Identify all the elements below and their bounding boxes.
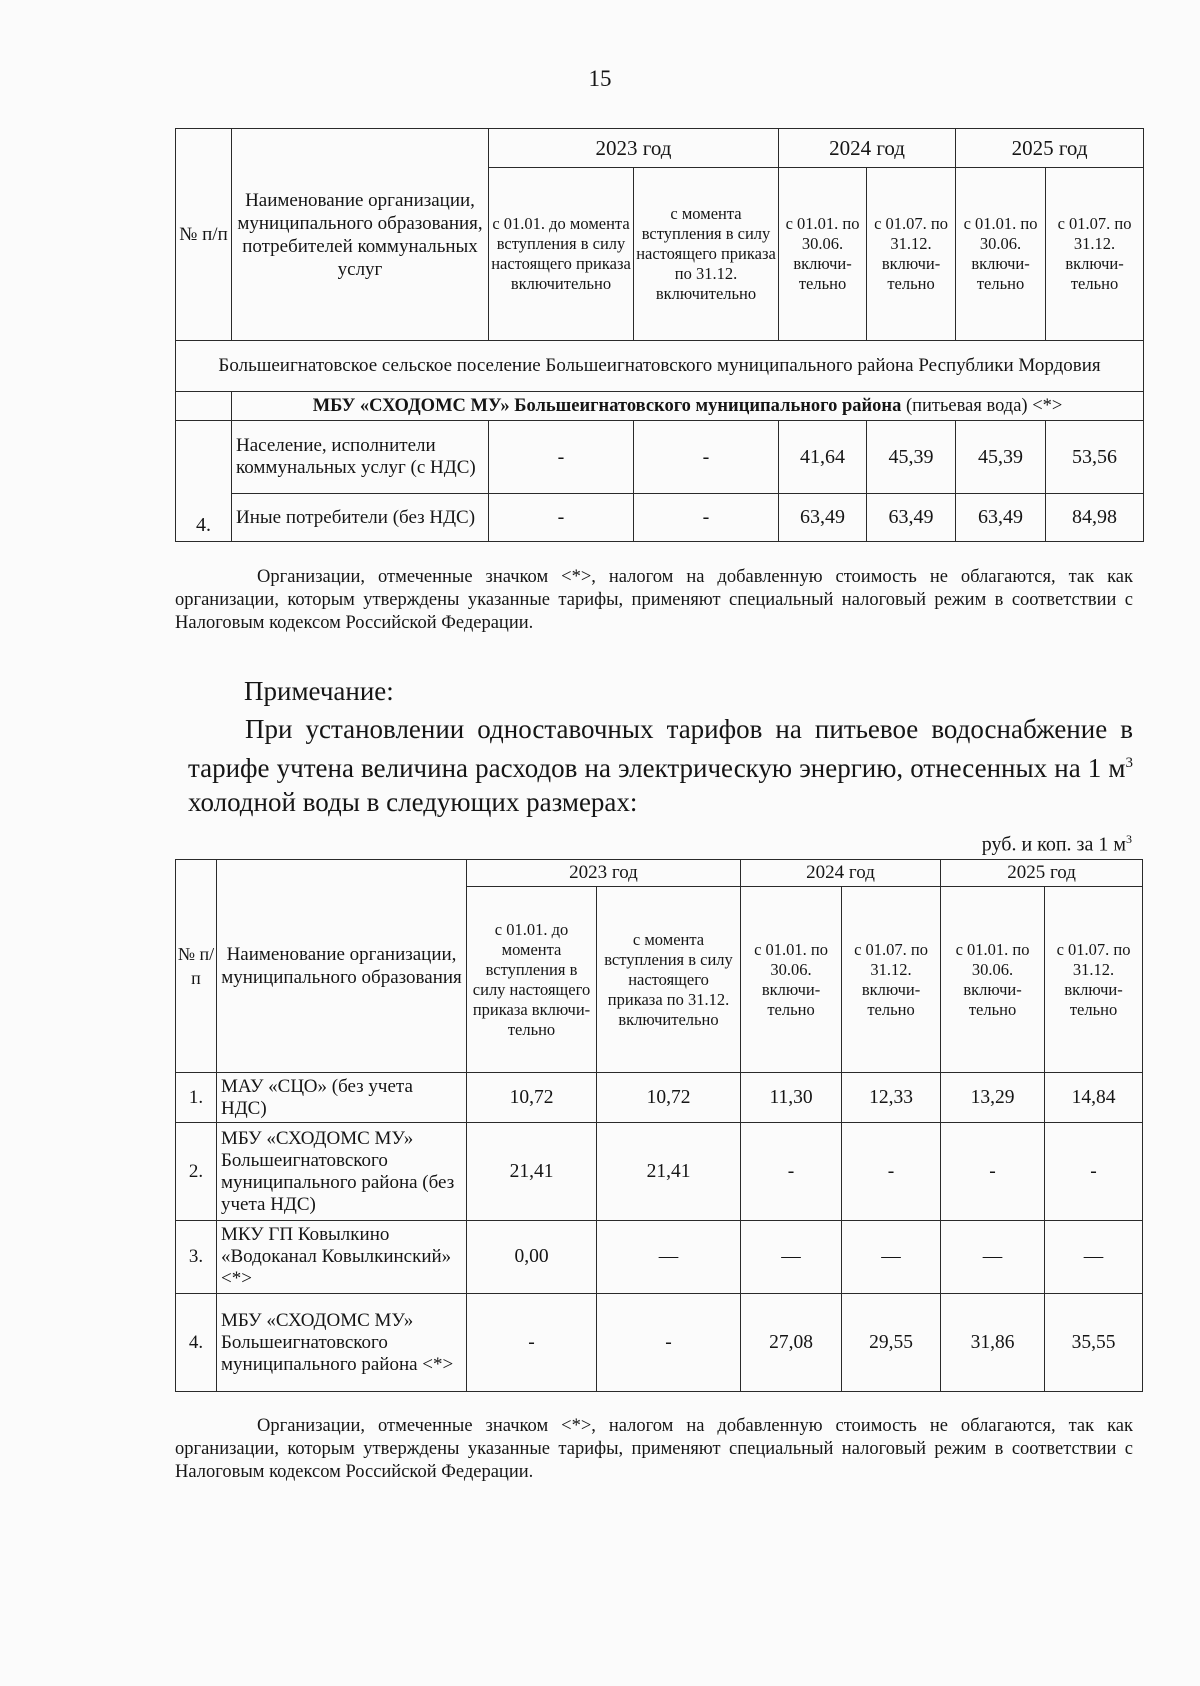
remark-text-end: холодной воды в следующих размерах: bbox=[188, 787, 638, 817]
cost-value: 27,08 bbox=[741, 1294, 842, 1392]
cost-value: 10,72 bbox=[467, 1073, 597, 1123]
column-header-name: Наименование организации, муниципального образования, потребителей коммунальных услуг bbox=[232, 129, 489, 341]
tariff-value: 53,56 bbox=[1046, 421, 1144, 494]
tariff-value: 45,39 bbox=[956, 421, 1046, 494]
column-header-name: Наименование организации, муниципального образования bbox=[217, 860, 467, 1073]
tariff-value: 41,64 bbox=[779, 421, 867, 494]
period-header: с 01.01. по 30.06. включи-тельно bbox=[741, 887, 842, 1073]
empty-cell bbox=[176, 392, 232, 421]
period-header: с 01.07. по 31.12. включи-тельно bbox=[867, 168, 956, 341]
cost-value: 29,55 bbox=[842, 1294, 941, 1392]
cost-value: - bbox=[741, 1123, 842, 1221]
row-number: 4. bbox=[176, 1294, 217, 1392]
organization-name: МБУ «СХОДОМС МУ» Большеигнатовского муниципального района (без учета НДС) bbox=[217, 1123, 467, 1221]
organization-name: МБУ «СХОДОМС МУ» Большеигнатовского муниципального района bbox=[312, 395, 902, 416]
table-row bbox=[176, 1123, 1143, 1221]
remark-text: При установлении одноставочных тарифов на питьевое водоснабжение в тарифе учтена величина расходов на электрическую энергию, отнесенных на 1 м bbox=[188, 714, 1133, 783]
row-number: 1. bbox=[176, 1073, 217, 1123]
tariff-value: - bbox=[489, 421, 634, 494]
year-header: 2025 год bbox=[956, 129, 1144, 168]
cost-value: 11,30 bbox=[741, 1073, 842, 1123]
vat-note-text: Организации, отмеченные значком <*>, налогом на добавленную стоимость не облагаются, так как организации, которым утверждены указанные тарифы, применяют специальный налоговый режим в соответствии с Налоговым кодексом Российской Федерации. bbox=[175, 567, 1133, 633]
units-label bbox=[920, 832, 1132, 857]
row-number: 3. bbox=[176, 1221, 217, 1294]
year-header: 2024 год bbox=[741, 860, 941, 887]
cost-value: - bbox=[597, 1294, 741, 1392]
column-header-number: № п/п bbox=[176, 129, 232, 341]
row-number: 4. bbox=[176, 421, 232, 542]
electricity-cost-table bbox=[175, 859, 1143, 1392]
period-header: с момента вступления в силу настоящего приказа по 31.12. включительно bbox=[634, 168, 779, 341]
period-header: с 01.01. по 30.06. включи-тельно bbox=[956, 168, 1046, 341]
cost-value: 10,72 bbox=[597, 1073, 741, 1123]
cost-value: — bbox=[1045, 1221, 1143, 1294]
cost-value: 21,41 bbox=[597, 1123, 741, 1221]
period-header: с 01.07. по 31.12. включи-тельно bbox=[842, 887, 941, 1073]
table-row bbox=[176, 1221, 1143, 1294]
units-superscript: 3 bbox=[1126, 832, 1132, 846]
vat-note bbox=[175, 566, 1133, 635]
tariff-value: 84,98 bbox=[1046, 494, 1144, 542]
consumer-name: Население, исполнители коммунальных услуг (с НДС) bbox=[232, 421, 489, 494]
cost-value: - bbox=[941, 1123, 1045, 1221]
period-header: с 01.01. до момента вступления в силу настоящего приказа включи-тельно bbox=[467, 887, 597, 1073]
units-text: руб. и коп. за 1 м bbox=[981, 833, 1126, 856]
cost-value: - bbox=[467, 1294, 597, 1392]
period-header: с 01.01. по 30.06. включи-тельно bbox=[779, 168, 867, 341]
organization-row bbox=[232, 392, 1144, 421]
tariff-value: - bbox=[489, 494, 634, 542]
cost-value: — bbox=[941, 1221, 1045, 1294]
period-header: с 01.01. по 30.06. включи-тельно bbox=[941, 887, 1045, 1073]
table-row bbox=[176, 1073, 1143, 1123]
cost-value: 31,86 bbox=[941, 1294, 1045, 1392]
table-row bbox=[176, 1294, 1143, 1392]
organization-name: МАУ «СЦО» (без учета НДС) bbox=[217, 1073, 467, 1123]
year-header: 2023 год bbox=[467, 860, 741, 887]
year-header: 2023 год bbox=[489, 129, 779, 168]
remark-paragraph bbox=[188, 712, 1133, 819]
remark-superscript: 3 bbox=[1125, 755, 1133, 771]
cost-value: 12,33 bbox=[842, 1073, 941, 1123]
tariff-value: 45,39 bbox=[867, 421, 956, 494]
cost-value: 21,41 bbox=[467, 1123, 597, 1221]
cost-value: 13,29 bbox=[941, 1073, 1045, 1123]
tariff-value: 63,49 bbox=[867, 494, 956, 542]
tariff-value: 63,49 bbox=[779, 494, 867, 542]
organization-name: МБУ «СХОДОМС МУ» Большеигнатовского муниципального района <*> bbox=[217, 1294, 467, 1392]
cost-value: — bbox=[741, 1221, 842, 1294]
cost-value: - bbox=[1045, 1123, 1143, 1221]
cost-value: 35,55 bbox=[1045, 1294, 1143, 1392]
year-header: 2024 год bbox=[779, 129, 956, 168]
cost-value: — bbox=[597, 1221, 741, 1294]
region-row: Большеигнатовское сельское поселение Большеигнатовского муниципального района Республики Мордовия bbox=[176, 341, 1144, 392]
tariff-table bbox=[175, 128, 1144, 542]
cost-value: — bbox=[842, 1221, 941, 1294]
vat-note-bottom bbox=[175, 1415, 1133, 1484]
page-number: 15 bbox=[588, 66, 612, 91]
cost-value: - bbox=[842, 1123, 941, 1221]
organization-name: МКУ ГП Ковылкино «Водоканал Ковылкинский» <*> bbox=[217, 1221, 467, 1294]
consumer-name: Иные потребители (без НДС) bbox=[232, 494, 489, 542]
year-header: 2025 год bbox=[941, 860, 1143, 887]
period-header: с 01.01. до момента вступления в силу настоящего приказа включительно bbox=[489, 168, 634, 341]
tariff-value: - bbox=[634, 494, 779, 542]
column-header-number: № п/ п bbox=[176, 860, 217, 1073]
period-header: с 01.07. по 31.12. включи-тельно bbox=[1045, 887, 1143, 1073]
period-header: с 01.07. по 31.12. включи-тельно bbox=[1046, 168, 1144, 341]
remark-heading: Примечание: bbox=[244, 676, 394, 706]
tariff-value: - bbox=[634, 421, 779, 494]
period-header: с момента вступления в силу настоящего приказа по 31.12. включительно bbox=[597, 887, 741, 1073]
cost-value: 14,84 bbox=[1045, 1073, 1143, 1123]
row-number: 2. bbox=[176, 1123, 217, 1221]
tariff-value: 63,49 bbox=[956, 494, 1046, 542]
cost-value: 0,00 bbox=[467, 1221, 597, 1294]
vat-note-bottom-text: Организации, отмеченные значком <*>, налогом на добавленную стоимость не облагаются, так как организации, которым утверждены указанные тарифы, применяют специальный налоговый режим в соответствии с Налоговым кодексом Российской Федерации. bbox=[175, 1416, 1133, 1482]
organization-note: (питьевая вода) <*> bbox=[901, 395, 1063, 416]
